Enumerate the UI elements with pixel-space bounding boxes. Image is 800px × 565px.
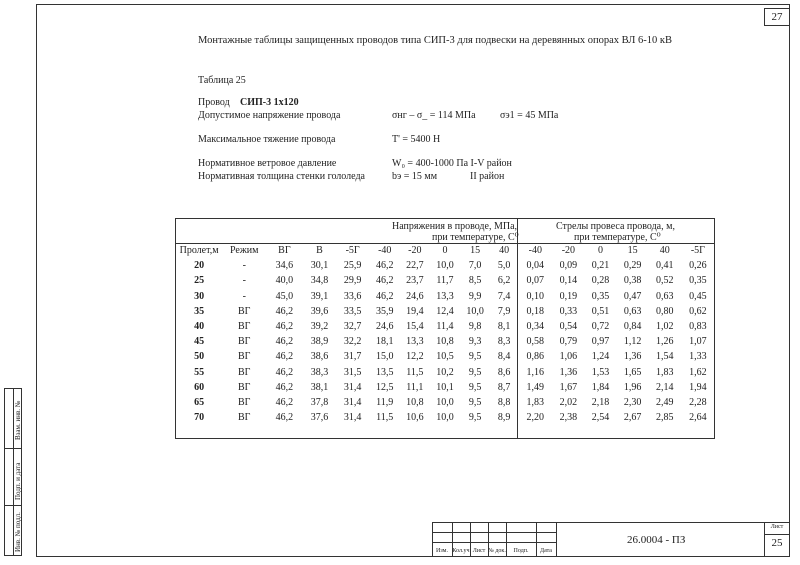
table-cell: 31,7 bbox=[343, 351, 362, 363]
table-cell: 1,65 bbox=[623, 366, 642, 378]
table-cell: 46,2 bbox=[275, 321, 294, 333]
table-cell: 0,72 bbox=[591, 321, 610, 333]
table-cell: 0,47 bbox=[623, 290, 642, 302]
table-cell: 7,0 bbox=[468, 260, 482, 272]
table-cell: 0,35 bbox=[689, 275, 707, 287]
table-cell: 1,06 bbox=[559, 351, 578, 363]
table-cell: 37,8 bbox=[310, 396, 329, 408]
column-header: -5Г bbox=[690, 245, 705, 257]
table-cell: 2,85 bbox=[655, 412, 674, 424]
table-cell: 12,5 bbox=[375, 381, 394, 393]
table-cell: 31,4 bbox=[343, 381, 362, 393]
table-cell: 45 bbox=[194, 336, 205, 348]
table-cell: 15,0 bbox=[375, 351, 394, 363]
table-cell: 31,5 bbox=[343, 366, 362, 378]
table-cell: 46,2 bbox=[275, 381, 294, 393]
allowable-stress-value: σнг – σ_ = 114 МПа bbox=[392, 110, 476, 121]
page-title: Монтажные таблицы защищенных проводов типа СИП-3 для подвески на деревянных опорах ВЛ 6-10 кВ bbox=[198, 35, 672, 46]
table-cell: ВГ bbox=[238, 336, 251, 348]
side-label-replaced: Взам. инв. № bbox=[14, 400, 22, 440]
table-cell: 1,96 bbox=[623, 381, 642, 393]
table-cell: 31,4 bbox=[343, 396, 362, 408]
table-cell: 5,0 bbox=[497, 260, 511, 272]
table-cell: 0,19 bbox=[559, 290, 578, 302]
table-cell: 10,0 bbox=[436, 412, 454, 424]
table-cell: 11,7 bbox=[436, 275, 454, 287]
table-cell: 13,5 bbox=[375, 366, 394, 378]
table-cell: 0,26 bbox=[689, 260, 707, 272]
table-cell: 9,5 bbox=[468, 351, 482, 363]
table-cell: ВГ bbox=[238, 366, 251, 378]
column-header: Режим bbox=[230, 245, 259, 257]
table-cell: 0,51 bbox=[591, 305, 610, 317]
table-cell: 8,6 bbox=[497, 366, 511, 378]
table-cell: 40 bbox=[194, 321, 205, 333]
table-label: Таблица 25 bbox=[198, 75, 246, 86]
table-cell: 2,54 bbox=[591, 412, 610, 424]
table-cell: 2,30 bbox=[623, 396, 642, 408]
table-cell: 46,2 bbox=[275, 305, 294, 317]
table-cell: 35,9 bbox=[375, 305, 394, 317]
table-cell: ВГ bbox=[238, 321, 251, 333]
table-row bbox=[175, 258, 715, 273]
wind-value: W₀ = 400-1000 Па I-V район bbox=[392, 158, 512, 169]
table-cell: 30 bbox=[194, 290, 205, 302]
table-cell: 1,36 bbox=[559, 366, 578, 378]
table-cell: 29,9 bbox=[343, 275, 362, 287]
table-cell: 0,97 bbox=[591, 336, 610, 348]
column-header: 40 bbox=[499, 245, 510, 257]
table-cell: 0,14 bbox=[559, 275, 578, 287]
allowable-stress-label: Допустимое напряжение провода bbox=[198, 110, 341, 121]
table-cell: 2,14 bbox=[655, 381, 674, 393]
table-cell: 46,2 bbox=[275, 336, 294, 348]
column-header: 15 bbox=[627, 245, 638, 257]
stamp-col-list: Лист bbox=[472, 548, 486, 554]
table-row bbox=[175, 304, 715, 319]
table-cell: 1,24 bbox=[591, 351, 610, 363]
column-header: 15 bbox=[470, 245, 481, 257]
table-cell: 9,5 bbox=[468, 412, 482, 424]
column-header: 0 bbox=[598, 245, 603, 257]
table-cell: 0,52 bbox=[655, 275, 674, 287]
table-cell: 20 bbox=[194, 260, 205, 272]
stamp-col-doc: № док. bbox=[488, 548, 506, 554]
table-cell: 1,02 bbox=[655, 321, 674, 333]
table-cell: 1,94 bbox=[689, 381, 707, 393]
sheet-number: 25 bbox=[771, 537, 783, 549]
column-header: -5Г bbox=[345, 245, 360, 257]
table-cell: 12,4 bbox=[436, 305, 454, 317]
table-cell: 1,07 bbox=[689, 336, 707, 348]
table-cell: 24,6 bbox=[406, 290, 424, 302]
table-cell: ВГ bbox=[238, 305, 251, 317]
table-cell: 46,2 bbox=[275, 396, 294, 408]
table-cell: 0,38 bbox=[623, 275, 642, 287]
table-cell: 37,6 bbox=[310, 412, 329, 424]
table-cell: 8,8 bbox=[497, 396, 511, 408]
table-cell: 70 bbox=[194, 412, 205, 424]
table-cell: - bbox=[242, 275, 246, 287]
table-cell: 0,58 bbox=[526, 336, 545, 348]
table-cell: 11,9 bbox=[376, 396, 394, 408]
table-cell: 0,34 bbox=[526, 321, 545, 333]
table-cell: 9,5 bbox=[468, 381, 482, 393]
table-cell: 1,49 bbox=[526, 381, 545, 393]
table-cell: 10,0 bbox=[436, 396, 454, 408]
table-cell: 0,54 bbox=[559, 321, 578, 333]
table-cell: 2,64 bbox=[689, 412, 707, 424]
ice-label: Нормативная толщина стенки гололеда bbox=[198, 171, 365, 182]
table-cell: 45,0 bbox=[275, 290, 294, 302]
table-cell: 19,4 bbox=[406, 305, 424, 317]
stamp-col-koluch: Кол.уч bbox=[452, 548, 470, 554]
table-cell: 12,2 bbox=[406, 351, 424, 363]
stress-group-header-2: при температуре, С⁰ bbox=[432, 232, 519, 243]
table-cell: ВГ bbox=[238, 396, 251, 408]
table-row bbox=[175, 319, 715, 334]
table-top-border bbox=[175, 218, 715, 219]
wire-type: СИП-3 1х120 bbox=[240, 97, 299, 108]
table-cell: 31,4 bbox=[343, 412, 362, 424]
table-cell: 9,5 bbox=[468, 366, 482, 378]
table-cell: 2,02 bbox=[559, 396, 578, 408]
table-cell: 33,6 bbox=[343, 290, 362, 302]
table-cell: 0,63 bbox=[623, 305, 642, 317]
wind-label: Нормативное ветровое давление bbox=[198, 158, 337, 169]
table-cell: 34,6 bbox=[275, 260, 294, 272]
max-tension-value: T' = 5400 Н bbox=[392, 134, 441, 145]
table-cell: 33,5 bbox=[343, 305, 362, 317]
table-cell: 10,6 bbox=[406, 412, 424, 424]
table-cell: 9,5 bbox=[468, 396, 482, 408]
column-header: 0 bbox=[442, 245, 448, 257]
table-cell: 0,86 bbox=[526, 351, 545, 363]
table-cell: 1,83 bbox=[655, 366, 674, 378]
table-cell: 39,2 bbox=[310, 321, 329, 333]
table-cell: 0,45 bbox=[689, 290, 707, 302]
table-cell: 32,7 bbox=[343, 321, 362, 333]
table-cell: 8,9 bbox=[497, 412, 511, 424]
max-tension-label: Максимальное тяжение провода bbox=[198, 134, 336, 145]
table-cell: 65 bbox=[194, 396, 205, 408]
table-cell: 18,1 bbox=[375, 336, 394, 348]
column-header: 40 bbox=[659, 245, 670, 257]
table-cell: 10,5 bbox=[436, 351, 454, 363]
table-bottom-border bbox=[175, 438, 715, 439]
table-cell: 0,79 bbox=[559, 336, 578, 348]
stress-group-header-1: Напряжения в проводе, МПа, bbox=[392, 221, 518, 232]
table-cell: 2,20 bbox=[526, 412, 545, 424]
table-cell: 0,33 bbox=[559, 305, 578, 317]
column-header: В bbox=[316, 245, 323, 257]
sheet-label: Лист bbox=[770, 524, 784, 530]
table-cell: 11,5 bbox=[376, 412, 394, 424]
table-cell: - bbox=[242, 290, 246, 302]
wire-label: Провод bbox=[198, 97, 230, 108]
data-table bbox=[175, 243, 715, 425]
table-cell: 0,10 bbox=[526, 290, 545, 302]
table-cell: 0,09 bbox=[559, 260, 578, 272]
table-cell: 30,1 bbox=[310, 260, 329, 272]
table-cell: 25 bbox=[194, 275, 205, 287]
table-cell: 0,84 bbox=[623, 321, 642, 333]
table-cell: 7,4 bbox=[497, 290, 511, 302]
table-cell: 50 bbox=[194, 351, 205, 363]
table-cell: 38,3 bbox=[310, 366, 329, 378]
table-row bbox=[175, 349, 715, 364]
table-cell: 38,6 bbox=[310, 351, 329, 363]
sag-group-header-2: при температуре, С⁰ bbox=[574, 232, 661, 243]
table-cell: 11,1 bbox=[406, 381, 424, 393]
table-cell: 8,3 bbox=[497, 336, 511, 348]
table-row bbox=[175, 365, 715, 380]
table-cell: 46,2 bbox=[275, 412, 294, 424]
table-cell: 0,80 bbox=[655, 305, 674, 317]
table-cell: 10,2 bbox=[436, 366, 454, 378]
table-cell: 10,0 bbox=[466, 305, 484, 317]
table-cell: 39,6 bbox=[310, 305, 329, 317]
table-cell: 1,33 bbox=[689, 351, 707, 363]
table-cell: 46,2 bbox=[375, 290, 394, 302]
table-row bbox=[175, 289, 715, 304]
page-number: 27 bbox=[764, 8, 790, 26]
table-cell: 8,4 bbox=[497, 351, 511, 363]
doc-code: 26.0004 - ПЗ bbox=[627, 534, 686, 546]
table-cell: ВГ bbox=[238, 381, 251, 393]
table-header-row bbox=[175, 243, 715, 258]
allowable-stress-value2: σэ1 = 45 МПа bbox=[500, 110, 559, 121]
table-cell: 10,0 bbox=[436, 260, 454, 272]
table-cell: 1,54 bbox=[655, 351, 674, 363]
table-cell: 46,2 bbox=[275, 366, 294, 378]
table-cell: 8,5 bbox=[468, 275, 482, 287]
table-cell: 8,7 bbox=[497, 381, 511, 393]
table-cell: 11,4 bbox=[436, 321, 454, 333]
table-cell: 60 bbox=[194, 381, 205, 393]
table-row bbox=[175, 410, 715, 425]
table-cell: 0,41 bbox=[655, 260, 674, 272]
table-cell: 24,6 bbox=[375, 321, 394, 333]
stamp-col-podp: Подп. bbox=[513, 548, 529, 554]
column-header: -20 bbox=[561, 245, 576, 257]
table-cell: 13,3 bbox=[436, 290, 454, 302]
table-cell: 10,8 bbox=[436, 336, 454, 348]
table-cell: 1,36 bbox=[623, 351, 642, 363]
table-cell: 1,84 bbox=[591, 381, 610, 393]
column-header: ВГ bbox=[278, 245, 291, 257]
table-cell: 25,9 bbox=[343, 260, 362, 272]
table-cell: 55 bbox=[194, 366, 205, 378]
table-cell: 9,8 bbox=[468, 321, 482, 333]
table-cell: 0,29 bbox=[623, 260, 642, 272]
table-cell: 1,67 bbox=[559, 381, 578, 393]
table-cell: 22,7 bbox=[406, 260, 424, 272]
table-cell: 6,2 bbox=[497, 275, 511, 287]
table-cell: 1,83 bbox=[526, 396, 545, 408]
table-cell: 11,5 bbox=[406, 366, 424, 378]
table-cell: 2,67 bbox=[623, 412, 642, 424]
ice-value: bэ = 15 мм bbox=[392, 171, 438, 182]
table-cell: 0,28 bbox=[591, 275, 610, 287]
table-cell: 38,1 bbox=[310, 381, 329, 393]
table-cell: 1,62 bbox=[689, 366, 707, 378]
table-cell: 7,9 bbox=[497, 305, 511, 317]
column-header: -20 bbox=[408, 245, 422, 257]
table-cell: 1,12 bbox=[623, 336, 642, 348]
table-cell: 0,07 bbox=[526, 275, 545, 287]
table-cell: 0,62 bbox=[689, 305, 707, 317]
side-label-inventory: Инв. № подл. bbox=[14, 512, 22, 552]
table-cell: 10,1 bbox=[436, 381, 454, 393]
table-cell: 40,0 bbox=[275, 275, 294, 287]
table-cell: 10,8 bbox=[406, 396, 424, 408]
table-cell: 0,63 bbox=[655, 290, 674, 302]
table-cell: 0,18 bbox=[526, 305, 545, 317]
stamp-col-date: Дата bbox=[540, 548, 552, 554]
table-cell: ВГ bbox=[238, 351, 251, 363]
table-cell: 46,2 bbox=[275, 351, 294, 363]
table-cell: 32,2 bbox=[343, 336, 362, 348]
side-label-signature: Подп. и дата bbox=[14, 462, 22, 500]
table-cell: 1,53 bbox=[591, 366, 610, 378]
ice-region: II район bbox=[470, 171, 505, 182]
table-cell: 46,2 bbox=[375, 260, 394, 272]
table-cell: 39,1 bbox=[310, 290, 329, 302]
table-cell: 2,18 bbox=[591, 396, 610, 408]
table-cell: 34,8 bbox=[310, 275, 329, 287]
table-cell: 15,4 bbox=[406, 321, 424, 333]
title-block bbox=[432, 522, 790, 557]
table-cell: 35 bbox=[194, 305, 205, 317]
table-cell: 0,21 bbox=[591, 260, 610, 272]
table-cell: 2,28 bbox=[689, 396, 707, 408]
table-row bbox=[175, 334, 715, 349]
table-cell: 38,9 bbox=[310, 336, 329, 348]
sag-group-header-1: Стрелы провеса провода, м, bbox=[556, 221, 675, 232]
table-cell: 1,26 bbox=[655, 336, 674, 348]
table-cell: 46,2 bbox=[375, 275, 394, 287]
table-cell: 0,83 bbox=[689, 321, 707, 333]
column-header: -40 bbox=[528, 245, 542, 257]
table-cell: 13,3 bbox=[406, 336, 424, 348]
table-cell: 2,49 bbox=[655, 396, 674, 408]
table-cell: 9,3 bbox=[468, 336, 482, 348]
table-cell: 23,7 bbox=[406, 275, 424, 287]
table-cell: 1,16 bbox=[526, 366, 545, 378]
column-header: -40 bbox=[378, 245, 392, 257]
table-cell: ВГ bbox=[238, 412, 251, 424]
column-header: Пролет,м bbox=[179, 245, 219, 257]
table-row bbox=[175, 273, 715, 288]
table-cell: 8,1 bbox=[497, 321, 511, 333]
table-row bbox=[175, 380, 715, 395]
table-cell: 2,38 bbox=[559, 412, 578, 424]
table-row bbox=[175, 395, 715, 410]
table-cell: 9,9 bbox=[468, 290, 482, 302]
table-cell: - bbox=[242, 260, 246, 272]
stamp-col-izm: Изм. bbox=[436, 548, 448, 554]
table-cell: 0,35 bbox=[591, 290, 610, 302]
table-cell: 0,04 bbox=[526, 260, 545, 272]
